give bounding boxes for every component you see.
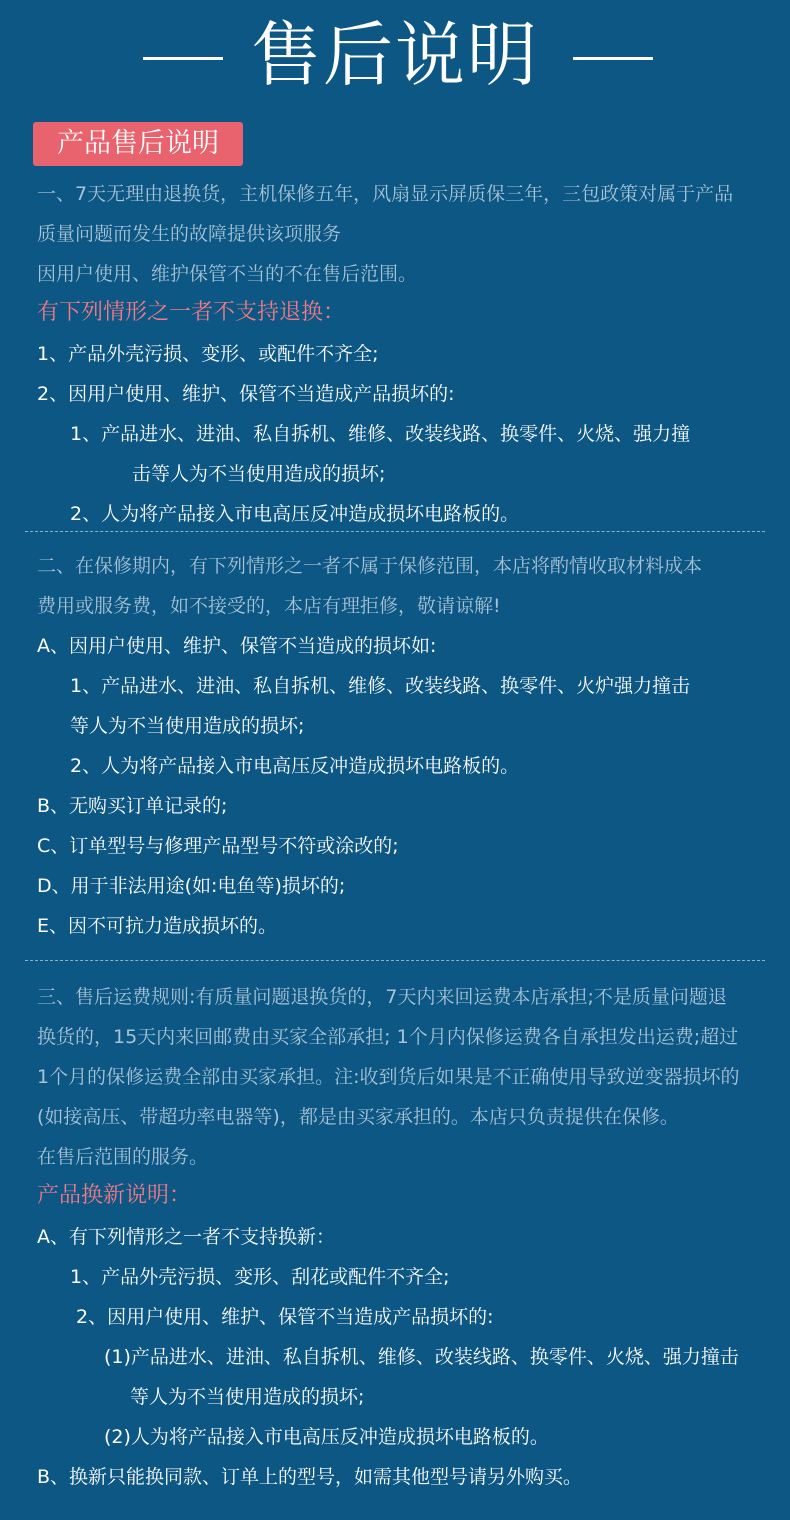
s3-item-a: A、有下列情形之一者不支持换新： bbox=[37, 1226, 335, 1248]
s3-intro-line-1: 三、售后运费规则:有质量问题退换货的，7天内来回运费本店承担;不是质量问题退 bbox=[37, 986, 727, 1008]
s1-item-1: 1、产品外壳污损、变形、或配件不齐全; bbox=[37, 343, 379, 365]
divider-2 bbox=[25, 960, 765, 961]
s1-intro-line-3: 因用户使用、维护保管不当的不在售后范围。 bbox=[37, 263, 418, 285]
s2-item-a: A、因用户使用、维护、保管不当造成的损坏如: bbox=[37, 635, 437, 657]
s2-subitem-1-cont: 等人为不当使用造成的损坏; bbox=[70, 715, 305, 737]
s1-subitem-2: 2、人为将产品接入市电高压反冲造成损坏电路板的。 bbox=[70, 503, 520, 525]
s1-subitem-1: 1、产品进水、进油、私自拆机、维修、改装线路、换零件、火烧、强力撞 bbox=[70, 423, 691, 445]
s1-heading: 有下列情形之一者不支持退换： bbox=[37, 300, 346, 325]
header bbox=[0, 0, 790, 110]
s2-intro-line-2: 费用或服务费，如不接受的，本店有理拒修，敬请谅解! bbox=[37, 595, 501, 617]
s3-intro-line-2: 换货的，15天内来回邮费由买家全部承担; 1个月内保修运费各自承担发出运费;超过 bbox=[37, 1026, 739, 1048]
s2-intro-line-1: 二、在保修期内，有下列情形之一者不属于保修范围，本店将酌情收取材料成本 bbox=[37, 555, 703, 577]
s3-subitem-1: 1、产品外壳污损、变形、刮花或配件不齐全; bbox=[70, 1266, 450, 1288]
s3-subitem-2: 2、因用户使用、维护、保管不当造成产品损坏的: bbox=[76, 1306, 494, 1328]
s3-subsubitem-2: (2)人为将产品接入市电高压反冲造成损坏电路板的。 bbox=[104, 1426, 549, 1448]
s2-subitem-2: 2、人为将产品接入市电高压反冲造成损坏电路板的。 bbox=[70, 755, 520, 777]
page-title: 售后说明 bbox=[251, 14, 539, 96]
s2-item-b: B、无购买订单记录的; bbox=[37, 795, 228, 817]
s1-intro-line-2: 质量问题而发生的故障提供该项服务 bbox=[37, 223, 342, 245]
s2-subitem-1: 1、产品进水、进油、私自拆机、维修、改装线路、换零件、火炉强力撞击 bbox=[70, 675, 691, 697]
s3-item-b: B、换新只能换同款、订单上的型号，如需其他型号请另外购买。 bbox=[37, 1466, 583, 1488]
s2-item-d: D、用于非法用途(如:电鱼等)损坏的; bbox=[37, 875, 346, 897]
s1-intro-line-1: 一、7天无理由退换货，主机保修五年，风扇显示屏质保三年，三包政策对属于产品 bbox=[37, 183, 734, 205]
s2-item-e: E、因不可抗力造成损坏的。 bbox=[37, 915, 278, 937]
s1-subitem-1-cont: 击等人为不当使用造成的损坏; bbox=[132, 463, 386, 485]
s3-intro-line-4: (如接高压、带超功率电器等)，都是由买家承担的。本店只负责提供在保修。 bbox=[37, 1106, 679, 1128]
s3-intro-line-5: 在售后范围的服务。 bbox=[37, 1146, 209, 1168]
title-right-dash bbox=[573, 57, 653, 60]
section-badge: 产品售后说明 bbox=[33, 122, 243, 166]
s3-subsubitem-1-cont: 等人为不当使用造成的损坏; bbox=[130, 1386, 365, 1408]
s2-item-c: C、订单型号与修理产品型号不符或涂改的; bbox=[37, 835, 399, 857]
s1-item-2: 2、因用户使用、维护、保管不当造成产品损坏的: bbox=[37, 383, 455, 405]
divider-1 bbox=[25, 531, 765, 532]
s3-heading: 产品换新说明： bbox=[37, 1183, 192, 1208]
s3-subsubitem-1: (1)产品进水、进油、私自拆机、维修、改装线路、换零件、火烧、强力撞击 bbox=[104, 1346, 739, 1368]
s3-intro-line-3: 1个月的保修运费全部由买家承担。注:收到货后如果是不正确使用导致逆变器损坏的 bbox=[37, 1066, 740, 1088]
